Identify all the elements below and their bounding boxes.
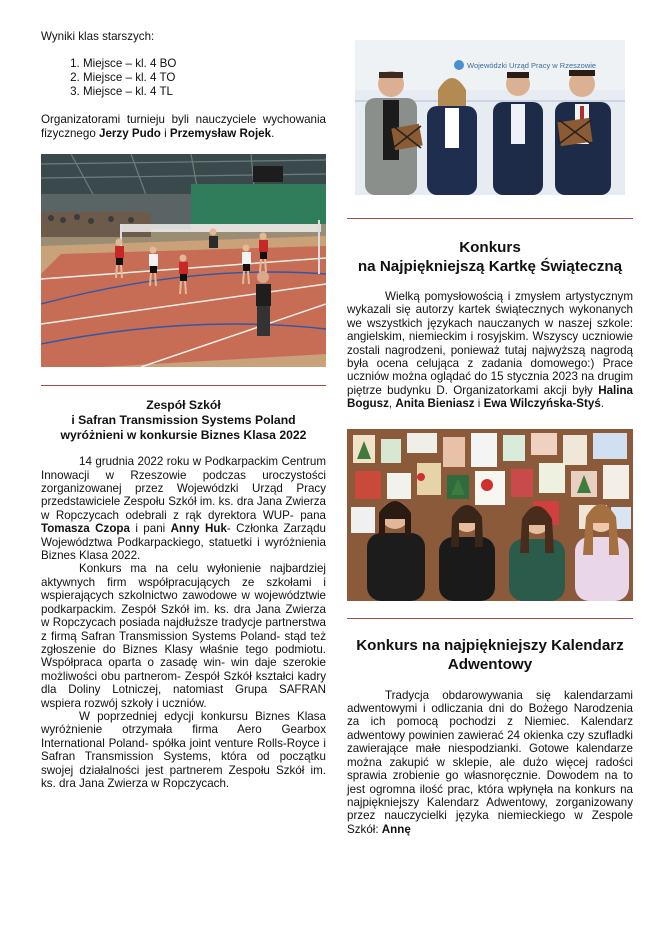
card-contest-paragraph: Wielką pomysłowością i zmysłem artystycznym wykazali się autorzy kartek świątecznych wykonanych we wszystkich językach nauczanych w naszej szkole: angielskim, niemieckim i rosyjskim. Wszyscy uczniowie zostali nagrodzeni, ponieważ tutaj najwyższą nagrodą była ocena celująca z zadania domowego:) Prace uczniów można oglądać do 15 stycznia 2023 na drugim piętrze budynku D. Organizatorkami akcji były Halina Bogusz, Anita Bieniasz i Ewa Wilczyńska-Styś.	[347, 290, 633, 411]
left-column	[41, 30, 326, 790]
organizers-paragraph: Organizatorami turnieju byli nauczyciele wychowania fizycznego Jerzy Pudo i Przemysław Rojek.	[41, 113, 326, 140]
results-list	[41, 57, 326, 99]
section-divider	[347, 218, 633, 219]
section-divider	[347, 618, 633, 619]
results-item: 2. Miejsce – kl. 4 TO	[83, 71, 326, 85]
results-item: 3. Miejsce – kl. 4 TL	[83, 85, 326, 99]
right-column	[347, 40, 633, 836]
volleyball-photo	[41, 154, 326, 367]
results-item: 1. Miejsce – kl. 4 BO	[83, 57, 326, 71]
article-paragraph: W poprzedniej edycji konkursu Biznes Klasa wyróżnienie otrzymała firma Aero Gearbox International Poland- spółka joint venture Rolls-Royce i Safran Transmission Systems, która od początku swojej działalności jest partnerem Zespołu Szkół im. ks. dra Jana Zwierza w Ropczycach.	[41, 709, 326, 790]
calendar-contest-title: Konkurs na najpiękniejszy Kalendarz Adwentowy	[356, 636, 624, 673]
banner-text: Wojewódzki Urząd Pracy w Rzeszowie	[467, 61, 597, 70]
organizer-name: Jerzy Pudo	[99, 126, 161, 140]
article-paragraph: Konkurs ma na celu wyłonienie najbardziej aktywnych firm współpracujących ze szkołami i wspierających szkolnictwo zawodowe w województwie podkarpackim. Zespół Szkół im. ks. dra Jana Zwierza w Ropczycach posiada najdłuższe tradycje partnerstwa z firmą Safran Transmission Systems Poland- stąd też zgłoszenie do Biznes Klasy właśnie tego podmiotu. Współpraca oparta o zasadę win- win daje szerokie możliwości obu partnerom- Zespół Szkół kształci kadry dla Doliny Lotniczej, natomiast Grupa SAFRAN wspiera rozwój szkoły i uczniów.	[41, 562, 326, 710]
award-ceremony-photo	[355, 40, 625, 195]
calendar-contest-paragraph: Tradycja obdarowywania się kalendarzami adwentowymi i odliczania dni do Bożego Narodzenia za ich pomocą pochodzi z Niemiec. Kalendarz adwentowy powinien zawierać 24 okienka czy szufladki zawierające małe niespodzianki. Gotowe kalendarze można zakupić w sklepie, ale dużo więcej radości sprawia zrobienie go własnoręcznie. Dowodem na to jest ogromna ilość prac, która wpłynęła na konkurs na najpiękniejszy Kalendarz Adwentowy, zorganizowany przez nauczycielki języka niemieckiego w Zespole Szkół: Annę	[347, 688, 633, 836]
article-paragraph: 14 grudnia 2022 roku w Podkarpackim Centrum Innowacji w Rzeszowie podczas uroczystości zorganizowanej przez Wojewódzki Urząd Pracy przedstawiciele Zespołu Szkół im. ks. dra Jana Zwierza w Ropczycach odebrali z rąk dyrektora WUP- pana Tomasza Czopa i pani Anny Huk- Członka Zarządu Województwa Podkarpackiego, statuetki i wyróżnienia Biznes Klasa 2022.	[41, 455, 326, 563]
card-contest-title: Konkurs na Najpiękniejszą Kartkę Świąteczną	[357, 239, 623, 275]
results-intro: Wyniki klas starszych:	[41, 30, 155, 43]
organizer-name: Przemysław Rojek	[169, 126, 272, 140]
section-divider	[41, 385, 326, 386]
article-title: Zespół Szkół i Safran Transmission Systems Poland wyróżnieni w konkursie Biznes Klasa 2022	[60, 398, 307, 443]
christmas-cards-photo	[347, 429, 633, 601]
